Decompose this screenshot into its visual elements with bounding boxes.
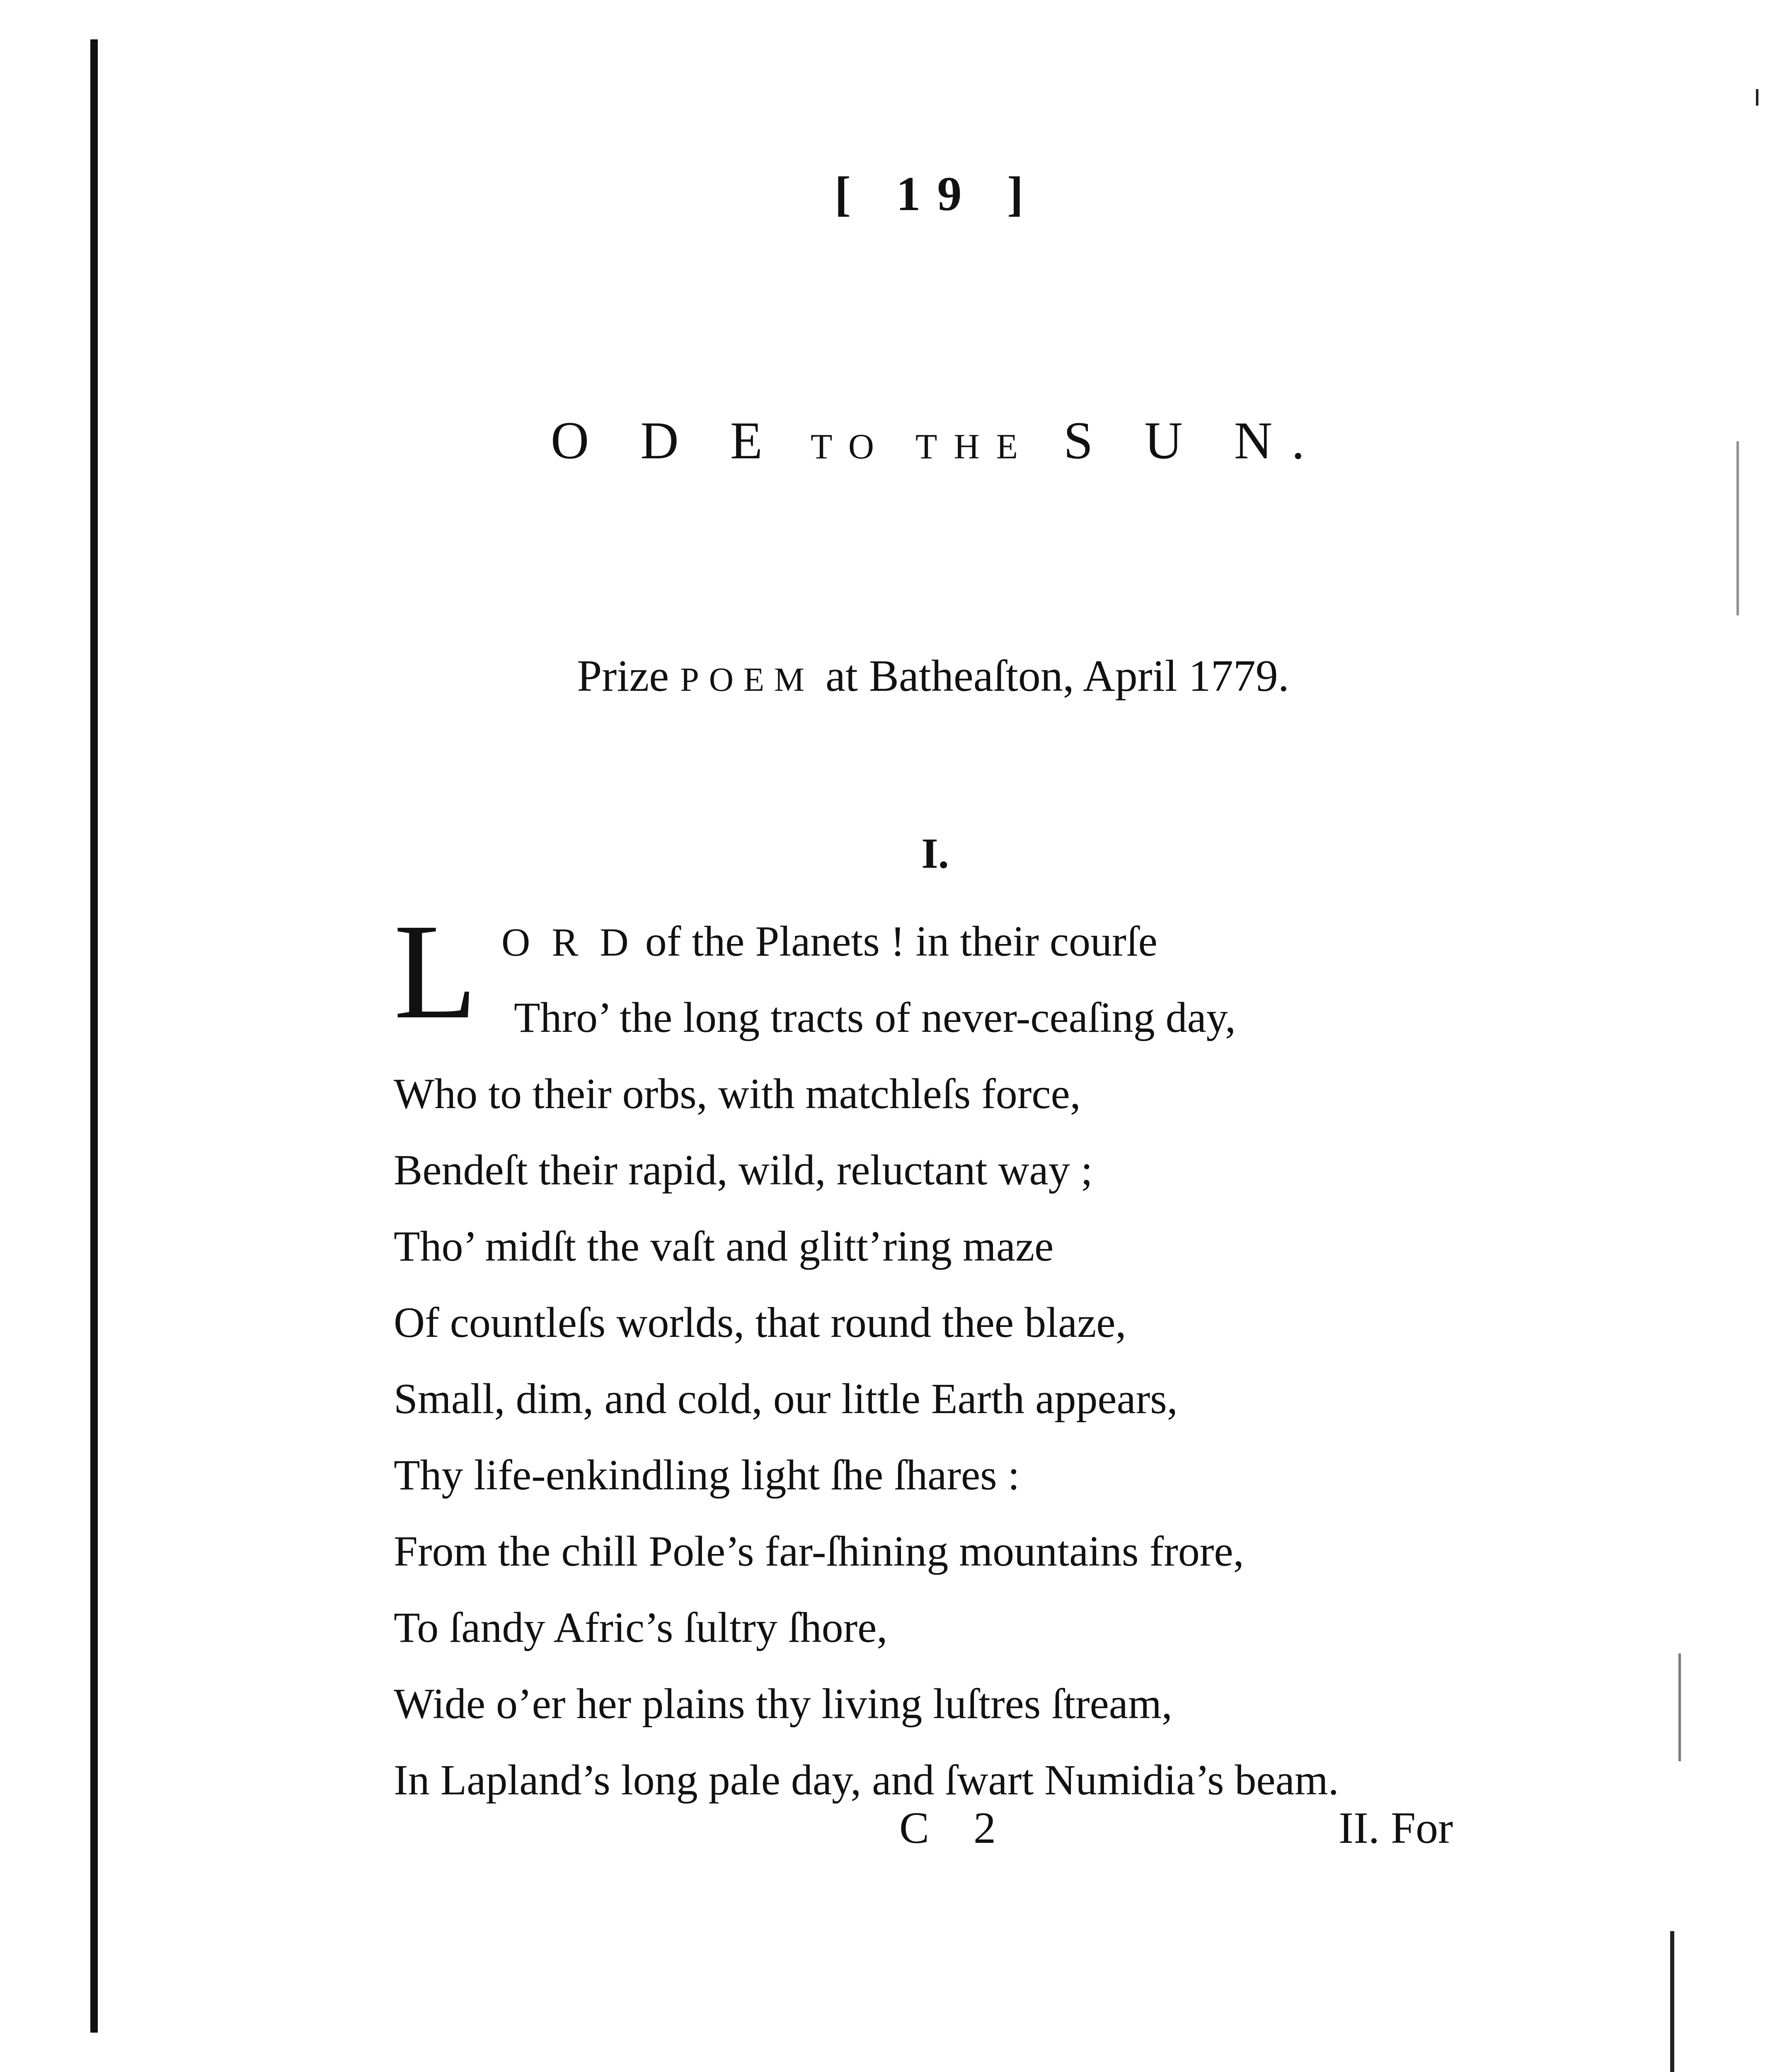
poem-line: From the chill Pole’s far-ſhining mountains frore, (394, 1527, 1244, 1575)
catchword: II. For (1339, 1803, 1453, 1853)
poem-title (0, 410, 1775, 471)
title-part-to-the: TO THE (810, 426, 1035, 466)
edge-speck (1756, 89, 1758, 106)
opening-lines (394, 896, 1637, 1056)
subtitle-prefix: Prize (577, 651, 680, 701)
poem-line: Wide o’er her plains thy living luſtres ſtream, (394, 1680, 1172, 1728)
poem-line: To ſandy Afric’s ſultry ſhore, (394, 1604, 888, 1651)
title-part-ode: O D E (550, 411, 782, 470)
poem-line: Of countleſs worlds, that round thee blaze, (394, 1299, 1126, 1346)
signature-mark: C 2 (899, 1803, 1013, 1853)
poem-line: Who to their orbs, with matchleſs force, (394, 1070, 1081, 1118)
first-line-lead: O R D (501, 920, 634, 964)
edge-speck (1670, 1931, 1674, 2072)
edge-speck (1678, 1653, 1681, 1761)
poem-subtitle (0, 651, 1775, 702)
subtitle-suffix: at Batheaſton, April 1779. (814, 651, 1289, 701)
poem-line: Thy life-enkindling light ſhe ſhares : (394, 1451, 1020, 1499)
stanza-number: I. (921, 830, 949, 877)
page-number: [ 19 ] (834, 167, 1040, 221)
subtitle-poem-caps: POEM (680, 661, 814, 698)
page-footer (0, 1803, 1775, 1886)
poem-line (501, 903, 1158, 980)
poem-line: Small, dim, and cold, our little Earth appears, (394, 1375, 1178, 1423)
title-part-sun: S U N. (1063, 411, 1324, 470)
binding-edge-line (90, 39, 98, 2033)
first-line-rest: of the Planets ! in their courſe (634, 917, 1158, 965)
poem-line: In Lapland’s long pale day, and ſwart Numidia’s beam. (394, 1756, 1339, 1804)
poem-line: Tho’ midſt the vaſt and glitt’ring maze (394, 1222, 1054, 1270)
drop-cap: L (394, 896, 477, 1047)
poem-stanza (394, 896, 1637, 1818)
poem-line: Thro’ the long tracts of never-ceaſing day, (514, 994, 1236, 1041)
poem-line: Bendeſt their rapid, wild, reluctant way ; (394, 1146, 1093, 1194)
